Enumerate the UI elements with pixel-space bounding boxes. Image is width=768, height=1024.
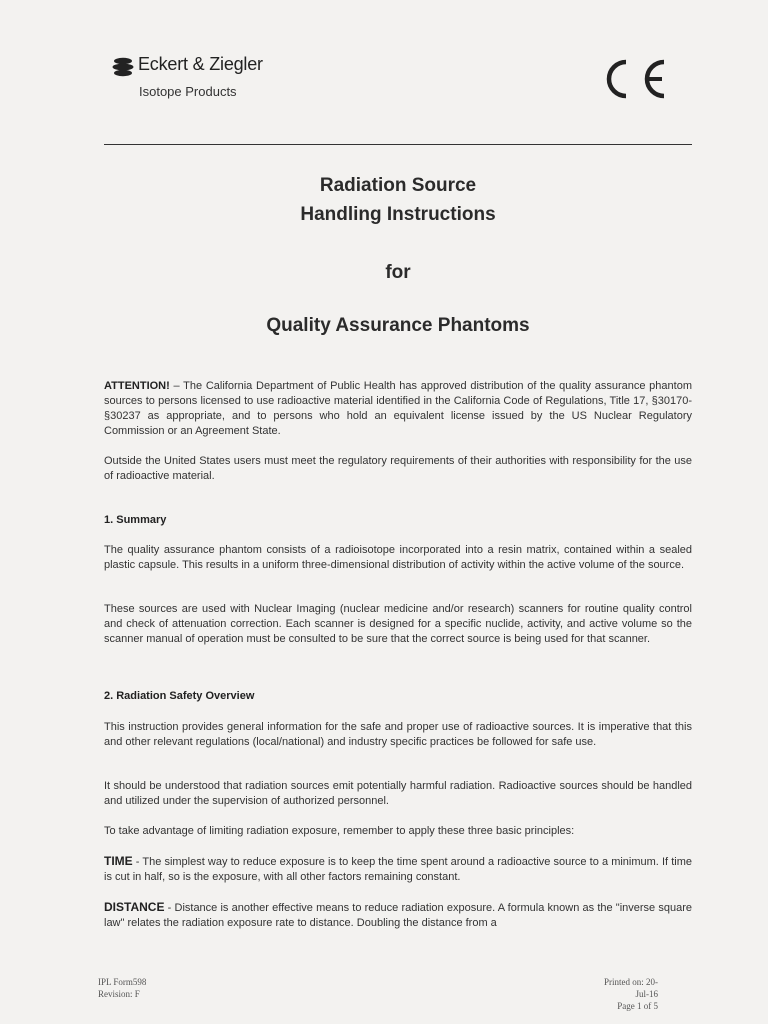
summary-paragraph-2: These sources are used with Nuclear Imaging (nuclear medicine and/or research) scanners for routine quality control and check of attenuation correction. Each scanner is designed for a specific nuclide, activity, and active volume so the scanner manual of operation must be consulted to be sure that the correct source is being used for that scanner. — [104, 603, 692, 645]
outside-us-paragraph: Outside the United States users must meet the regulatory requirements of their authorities with responsibility for the use of radioactive material. — [104, 455, 692, 482]
attention-lead: ATTENTION! — [104, 380, 170, 392]
safety-paragraph-1: This instruction provides general information for the safe and proper use of radioactive sources. It is imperative that this and other relevant regulations (local/national) and industry specific practices be followed for safe use. — [104, 721, 692, 748]
safety-paragraph-3: To take advantage of limiting radiation exposure, remember to apply these three basic principles: — [104, 825, 575, 837]
document-title-line3: for — [385, 262, 411, 283]
footer-revision: Revision: F — [98, 989, 140, 999]
time-text: - The simplest way to reduce exposure is to keep the time spent around a radioactive source to a minimum. If time is cut in half, so is the exposure, with all other factors remaining constant. — [104, 856, 692, 883]
time-principle-paragraph — [104, 854, 692, 885]
distance-lead: DISTANCE — [104, 900, 165, 914]
distance-text: - Distance is another effective means to reduce radiation exposure. A formula known as the "inverse square law" relates the radiation exposure rate to distance. Doubling the distance from a — [104, 902, 692, 929]
ce-mark-icon — [596, 56, 670, 102]
footer-print-info — [596, 976, 658, 1012]
document-title-line1: Radiation Source — [319, 175, 477, 196]
footer-printed-date: Printed on: 20-Jul-16 — [604, 977, 658, 999]
section-heading-radiation-safety: 2. Radiation Safety Overview — [104, 690, 255, 702]
document-title-line4: Quality Assurance Phantoms — [266, 315, 530, 336]
attention-text: – The California Department of Public Health has approved distribution of the quality assurance phantom sources to persons licensed to use radioactive material identified in the California Code of Regulations, Title 17, §30170-§30237 as appropriate, and to persons who hold an equivalent license issued by the US Nuclear Regulatory Commission or an Agreement State. — [104, 380, 692, 437]
eckert-ziegler-logo-icon — [112, 57, 134, 77]
header-divider — [104, 144, 692, 145]
section-heading-summary: 1. Summary — [104, 514, 167, 526]
footer-form-info — [98, 976, 146, 1000]
company-division: Isotope Products — [139, 84, 237, 99]
document-title-line2: Handling Instructions — [300, 204, 496, 225]
attention-paragraph — [104, 379, 692, 439]
footer-form-number: IPL Form598 — [98, 977, 147, 987]
footer-page-number: Page 1 of 5 — [617, 1001, 658, 1011]
time-lead: TIME — [104, 854, 133, 868]
distance-principle-paragraph — [104, 900, 692, 931]
company-name: Eckert & Ziegler — [138, 54, 263, 74]
summary-paragraph-1: The quality assurance phantom consists of a radioisotope incorporated into a resin matrix, contained within a sealed plastic capsule. This results in a uniform three-dimensional distribution of activity within the active volume of the source. — [104, 544, 692, 571]
safety-paragraph-2: It should be understood that radiation sources emit potentially harmful radiation. Radioactive sources should be handled and utilized under the supervision of authorized personnel. — [104, 780, 692, 807]
